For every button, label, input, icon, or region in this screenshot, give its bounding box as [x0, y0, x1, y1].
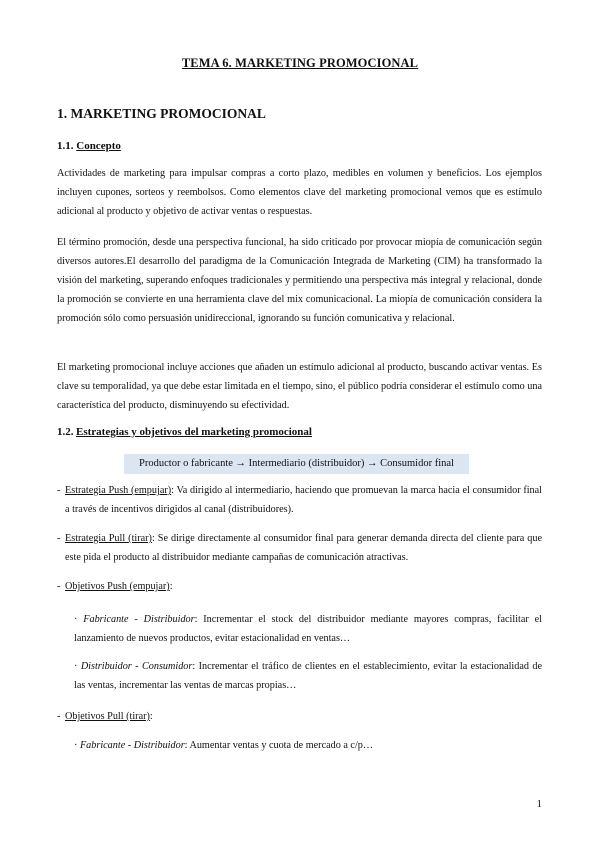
objective-text: : Incrementar el tráfico de clientes en el establecimiento, evitar la estacionalidad de las ventas, incrementar las ventas de marcas propias…	[74, 661, 542, 691]
paragraph-concept: Actividades de marketing para impulsar compras a corto plazo, medibles en volumen y beneficios. Los ejemplos incluyen cupones, sorteos y reembolsos. Como elementos clave del marketing promocional vemos que es estímulo adicional al producto y objetivo de activar ventas o respuestas.	[57, 168, 542, 217]
pull-objective-item: · Fabricante - Distribuidor: Aumentar ventas y cuota de mercado a c/p…	[74, 740, 374, 751]
pull-objectives-label: Objetivos Pull (tirar)	[65, 711, 150, 722]
push-strategy-label: Estrategia Push (empujar)	[65, 485, 172, 496]
pull-strategy-item	[57, 529, 542, 567]
document-title: TEMA 6. MARKETING PROMOCIONAL	[181, 56, 419, 70]
subsection-number: 1.1.	[57, 140, 74, 152]
subsection-heading-concepto	[57, 140, 121, 152]
list-dash: -	[57, 533, 61, 544]
section-heading: 1. MARKETING PROMOCIONAL	[57, 106, 266, 121]
push-objectives-heading: - Objetivos Push (empujar):	[57, 577, 542, 596]
subsection-title-strategies	[76, 426, 312, 438]
push-objective-item: · Fabricante - Distribuidor: Incrementar el stock del distribuidor mediante mayores compras, facilitar el lanzamiento de nuevos productos, evitar estacionalidad en ventas…	[74, 614, 542, 644]
push-strategy-item	[57, 481, 542, 519]
list-dash: -	[57, 711, 61, 722]
paragraph-promotional-marketing: El marketing promocional incluye acciones que añaden un estímulo adicional al producto, buscando activar ventas. Es clave su temporalidad, ya que debe estar limitada en el tiempo, sino, el público podría considerar el estímulo como una característica del producto, disminuyendo su efectividad.	[57, 362, 542, 411]
channel-flow-banner: Productor o fabricante → Intermediario (distribuidor) → Consumidor final	[124, 454, 469, 474]
push-objective-item: · Distribuidor - Consumidor: Incrementar el tráfico de clientes en el establecimiento, evitar la estacionalidad de las ventas, incrementar las ventas de marcas propias…	[74, 661, 542, 691]
objective-key: Distribuidor - Consumidor	[80, 661, 193, 672]
subsection-title: Estrategias y objetivos del marketing promocional	[76, 426, 312, 438]
objective-text: : Incrementar el stock del distribuidor mediante mayores compras, facilitar el lanzamiento de nuevos productos, evitar estacionalidad en ventas…	[74, 614, 542, 644]
list-dash: -	[57, 581, 61, 592]
push-objectives-label: Objetivos Push (empujar)	[65, 581, 170, 592]
paragraph-promotion-term: El término promoción, desde una perspectiva funcional, ha sido criticado por provocar miopía de comunicación según diversos autores.El desarrollo del paradigma de la Comunicación Integrada de Marketing (CIM) ha transformado la visión del marketing, superando enfoques tradicionales y permitiendo una perspectiva más integral y relacional, donde la promoción se convierte en una herramienta clave del mix comunicacional. La miopía de comunicación considera la promoción sólo como persuasión unidireccional, ignorando su función comunicativa y relacional.	[57, 237, 542, 324]
objective-key: Fabricante - Distribuidor	[83, 614, 195, 625]
pull-strategy-label: Estrategia Pull (tirar)	[65, 533, 152, 544]
pull-strategy-text: : Se dirige directamente al consumidor final para generar demanda directa del cliente para que este pida el producto al distribuidor mediante campañas de comunicación atractivas.	[65, 533, 542, 563]
pull-objectives-heading: - Objetivos Pull (tirar):	[57, 707, 542, 726]
subsection-title: Concepto	[76, 140, 121, 152]
objective-text: : Aumentar ventas y cuota de mercado a c/p…	[184, 740, 374, 751]
subsection-number: 1.2.	[57, 426, 74, 438]
list-dash: -	[57, 485, 61, 496]
page-number: 1	[536, 798, 542, 810]
objective-key: Fabricante - Distribuidor	[79, 740, 185, 751]
push-strategy-text: : Va dirigido al intermediario, haciendo que promuevan la marca hacia el consumidor final a través de incentivos dirigidos al canal (distribuidores).	[65, 485, 542, 515]
